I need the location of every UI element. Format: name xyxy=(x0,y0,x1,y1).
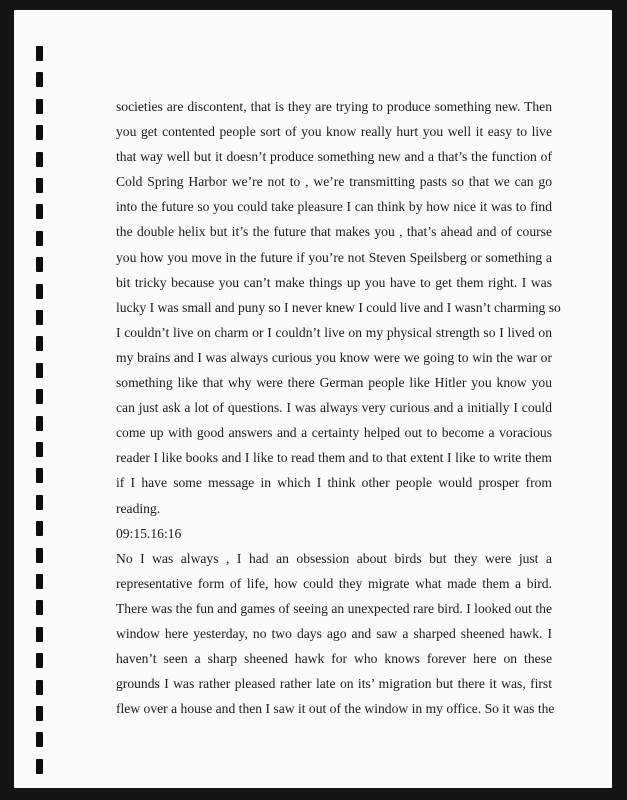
binding-hole xyxy=(36,99,43,114)
text-line: into the future so you could take pleasure I can think by how nice it was to find xyxy=(116,199,552,215)
binding-hole xyxy=(36,336,43,351)
paragraph-2 xyxy=(116,546,555,722)
binding-hole xyxy=(36,257,43,272)
binding-hole xyxy=(36,521,43,536)
binding-hole xyxy=(36,46,43,61)
document-page xyxy=(14,10,612,788)
binding-hole xyxy=(36,680,43,695)
text-line: There was the fun and games of seeing an unexpected rare bird. I looked out the xyxy=(116,600,552,616)
text-line: haven’t seen a sharp sheened hawk for who knows forever here on these xyxy=(116,651,552,667)
binding-hole xyxy=(36,653,43,668)
binding-hole xyxy=(36,600,43,615)
text-line: that way well but it doesn’t produce something new and a that’s the function of xyxy=(116,149,552,165)
binding-hole xyxy=(36,442,43,457)
binding-hole xyxy=(36,548,43,563)
binding-hole xyxy=(36,706,43,721)
text-line: No I was always , I had an obsession about birds but they were just a xyxy=(116,550,552,566)
binding-hole xyxy=(36,627,43,642)
binding-hole xyxy=(36,284,43,299)
binding-hole xyxy=(36,389,43,404)
timestamp: 09:15.16:16 xyxy=(116,525,182,541)
text-line: lucky I was small and puny so I never knew I could live and I wasn’t charming so xyxy=(116,299,561,315)
text-line: I couldn’t live on charm or I couldn’t live on my physical strength so I lived on xyxy=(116,324,552,340)
binding-hole xyxy=(36,759,43,774)
text-line: window here yesterday, no two days ago and saw a sharped sheened hawk. I xyxy=(116,625,552,641)
text-line: can just ask a lot of questions. I was always very curious and a initially I could xyxy=(116,400,552,416)
binding-hole xyxy=(36,416,43,431)
binding-hole xyxy=(36,125,43,140)
text-line: if I have some message in which I think other people would prosper from xyxy=(116,475,552,491)
binding-holes xyxy=(36,46,44,786)
binding-hole xyxy=(36,495,43,510)
text-line: something like that why were there German people like Hitler you know you xyxy=(116,375,552,391)
text-line: the double helix but it’s the future that makes you , that’s ahead and of course xyxy=(116,224,552,240)
binding-hole xyxy=(36,363,43,378)
text-line: my brains and I was always curious you know were we going to win the war or xyxy=(116,349,552,365)
binding-hole xyxy=(36,178,43,193)
text-line: you how you move in the future if you’re not Steven Speilsberg or something a xyxy=(116,249,552,265)
binding-hole xyxy=(36,152,43,167)
text-line: come up with good answers and a certainty helped out to become a voracious xyxy=(116,425,552,441)
text-line: Cold Spring Harbor we’re not to , we’re transmitting pasts so that we can go xyxy=(116,174,552,190)
binding-hole xyxy=(36,732,43,747)
binding-hole xyxy=(36,231,43,246)
text-line: grounds I was rather pleased rather late on its’ migration but there it was, first xyxy=(116,676,552,692)
text-line: societies are discontent, that is they are trying to produce something new. Then xyxy=(116,99,552,114)
text-line: reading. xyxy=(116,500,161,516)
text-line: you get contented people sort of you know really hurt you well it easy to live xyxy=(116,124,552,140)
text-line: reader I like books and I like to read them and to that extent I like to write them xyxy=(116,450,552,466)
binding-hole xyxy=(36,310,43,325)
paragraph-1 xyxy=(116,94,561,521)
document-body xyxy=(116,94,561,721)
text-line: flew over a house and then I saw it out of the window in my office. So it was the xyxy=(116,701,555,717)
binding-hole xyxy=(36,204,43,219)
text-line: bit tricky because you can’t make things up you have to get them right. I was xyxy=(116,274,552,290)
binding-hole xyxy=(36,574,43,589)
binding-hole xyxy=(36,468,43,483)
text-line: representative form of life, how could they migrate what made them a bird. xyxy=(116,575,552,591)
binding-hole xyxy=(36,72,43,87)
